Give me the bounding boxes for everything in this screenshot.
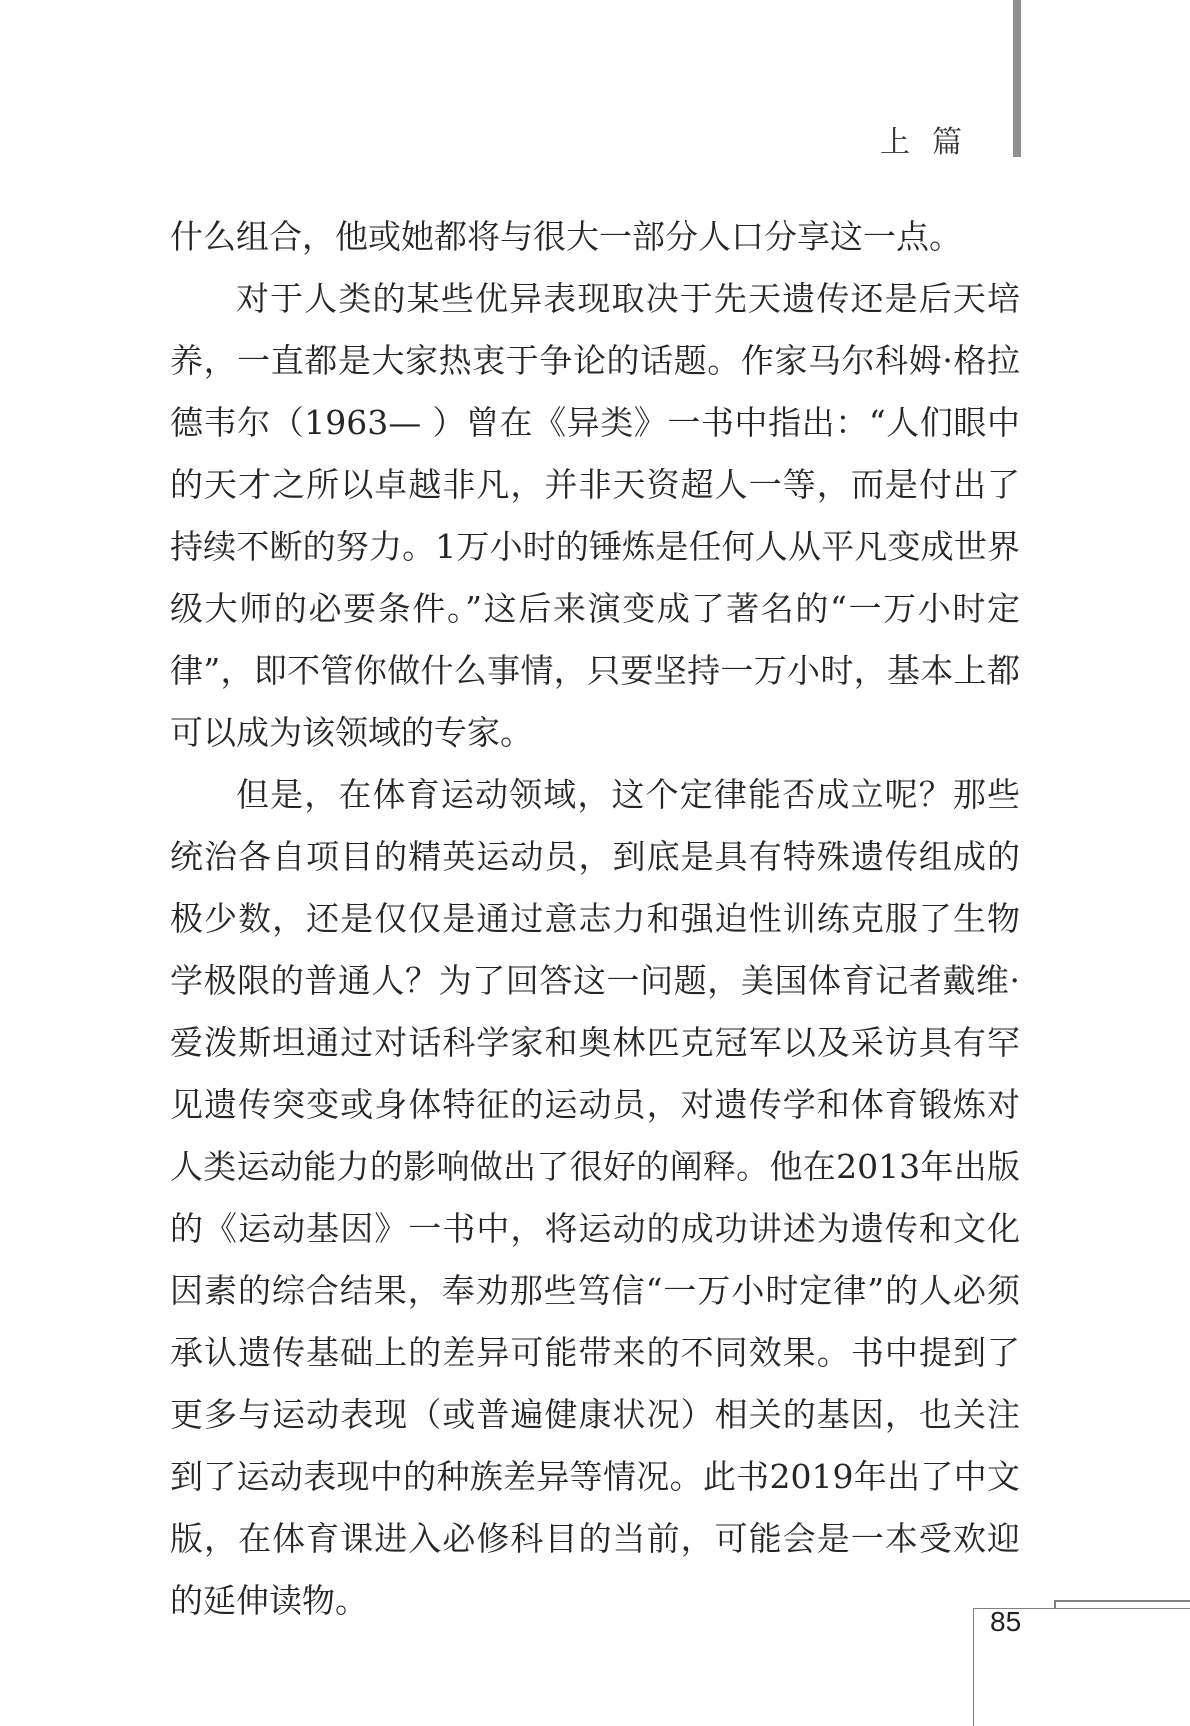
header-rule bbox=[1013, 0, 1021, 157]
paragraph-continued: 什么组合，他或她都将与很大一部分人口分享这一点。 bbox=[170, 217, 962, 256]
page-number-rule bbox=[1056, 1600, 1190, 1602]
paragraph: 对于人类的某些优异表现取决于先天遗传还是后天培养，一直都是大家热衷于争论的话题。作家马尔科姆·格拉德韦尔（1963— ）曾在《异类》一书中指出：“人们眼中的天才之所以卓越非凡，并非天资超人一等，而是付出了持续不断的努力。1万小时的锤炼是任何人从平凡变成世界级大师的必要条件。”这后来演变成了著名的“一万小时定律”，即不管你做什么事情，只要坚持一万小时，基本上都可以成为该领域的专家。 bbox=[170, 279, 1020, 752]
page-number-notch bbox=[1054, 1600, 1056, 1608]
body-text bbox=[170, 206, 1020, 1632]
running-header: 上篇 bbox=[880, 125, 984, 160]
page-number: 85 bbox=[990, 1606, 1022, 1637]
paragraph: 但是，在体育运动领域，这个定律能否成立呢？那些统治各自项目的精英运动员，到底是具有特殊遗传组成的极少数，还是仅仅是通过意志力和强迫性训练克服了生物学极限的普通人？为了回答这一问题，美国体育记者戴维·爱泼斯坦通过对话科学家和奥林匹克冠军以及采访具有罕见遗传突变或身体特征的运动员，对遗传学和体育锻炼对人类运动能力的影响做出了很好的阐释。他在2013年出版的《运动基因》一书中，将运动的成功讲述为遗传和文化因素的综合结果，奉劝那些笃信“一万小时定律”的人必须承认遗传基础上的差异可能带来的不同效果。书中提到了更多与运动表现（或普遍健康状况）相关的基因，也关注到了运动表现中的种族差异等情况。此书2019年出了中文版，在体育课进入必修科目的当前，可能会是一本受欢迎的延伸读物。 bbox=[170, 775, 1020, 1620]
